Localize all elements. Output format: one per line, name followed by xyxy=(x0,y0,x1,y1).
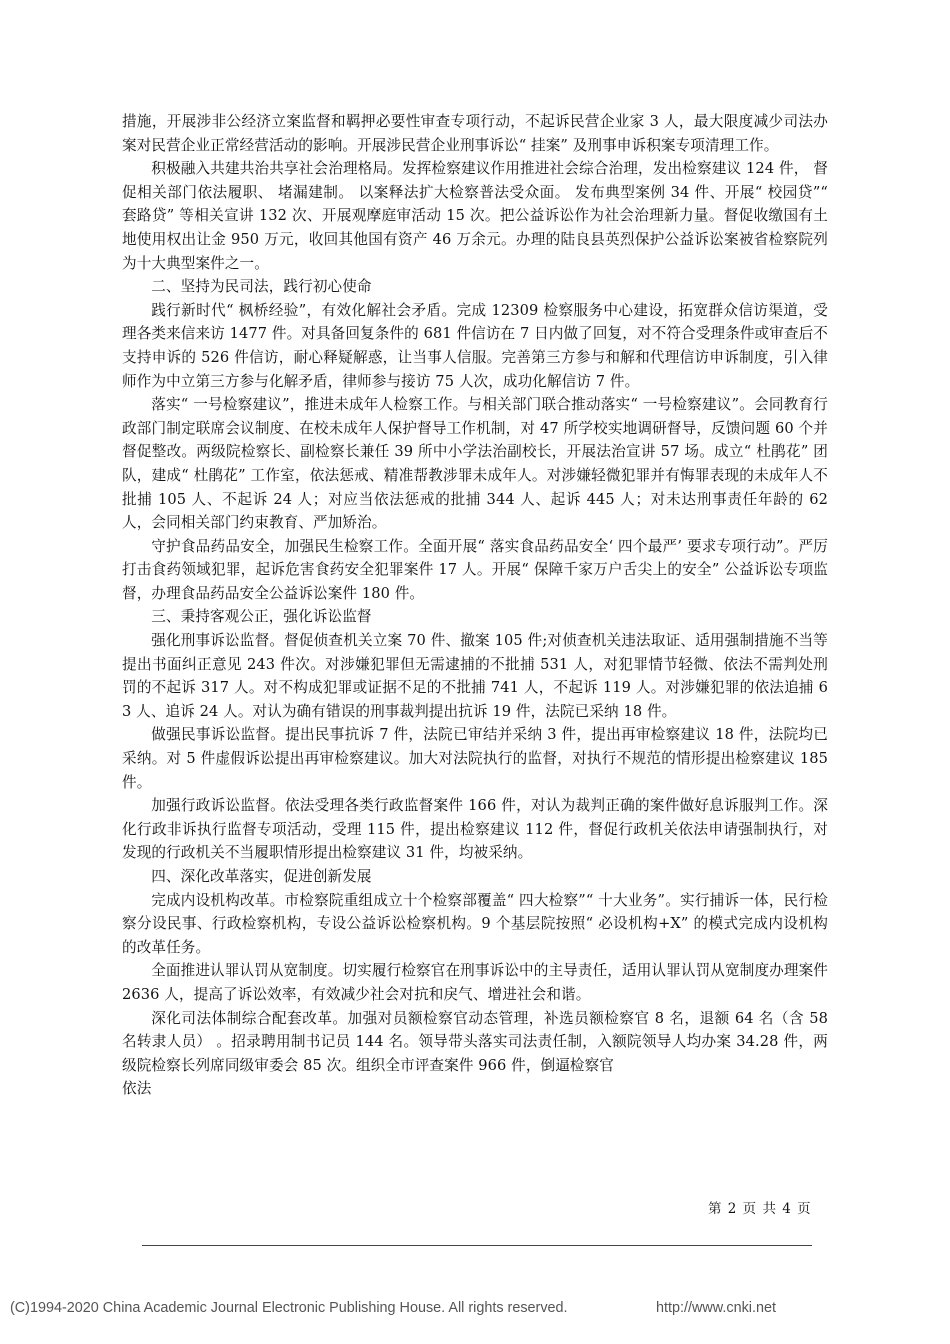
paragraph: 全面推进认罪认罚从宽制度。切实履行检察官在刑事诉讼中的主导责任，适用认罪认罚从宽制度办理案件 2636 人，提高了诉讼效率，有效减少社会对抗和戾气、增进社会和谐。 xyxy=(122,962,828,1003)
paragraph: 完成内设机构改革。市检察院重组成立十个检察部覆盖“ 四大检察”“ 十大业务”。实行捕诉一体，民行检察分设民事、行政检察机构，专设公益诉讼检察机构。9 个基层院按照“ 必设机构+X” 的模式完成内设机构的改革任务。 xyxy=(122,891,828,956)
paragraph: 依法 xyxy=(122,1080,152,1098)
paragraph: 深化司法体制综合配套改革。加强对员额检察官动态管理，补选员额检察官 8 名，退额 64 名（含 58 名转隶人员） 。招录聘用制书记员 144 名。领导带头落实司法责任制，入额院领导人均办案 34.28 件，两级院检察长列席同级审委会 85 次。组织全市评查案件 966 件，倒逼检察官 xyxy=(122,1009,828,1074)
section-heading: 三、秉持客观公正，强化诉讼监督 xyxy=(151,608,372,626)
copyright-text: (C)1994-2020 China Academic Journal Electronic Publishing House. All rights reserved. xyxy=(10,1300,568,1316)
publisher-url: http://www.cnki.net xyxy=(656,1300,776,1316)
paragraph: 践行新时代“ 枫桥经验”，有效化解社会矛盾。完成 12309 检察服务中心建设，拓宽群众信访渠道，受理各类来信来访 1477 件。对具备回复条件的 681 件信访在 7 日内做了回复，对不符合受理条件或审查后不支持申诉的 526 件信访，耐心释疑解惑，让当事人信服。完善第三方参与和解和代理信访申诉制度，引入律师作为中立第三方参与化解矛盾，律师参与接访 75 人次，成功化解信访 7 件。 xyxy=(122,301,828,390)
paragraph: 强化刑事诉讼监督。督促侦查机关立案 70 件、撤案 105 件;对侦查机关违法取证、适用强制措施不当等提出书面纠正意见 243 件次。对涉嫌犯罪但无需逮捕的不批捕 531 人，对犯罪情节轻微、依法不需判处刑罚的不起诉 317 人。对不构成犯罪或证据不足的不批捕 741 人，不起诉 119 人。对涉嫌犯罪的依法追捕 63 人、追诉 24 人。对认为确有错误的刑事裁判提出抗诉 19 件，法院已采纳 18 件。 xyxy=(122,632,828,720)
paragraph: 积极融入共建共治共享社会治理格局。发挥检察建议作用推进社会综合治理，发出检察建议 124 件， 督促相关部门依法履职、 堵漏建制。 以案释法扩大检察普法受众面。 发布典型案例 34 件、开展“ 校园贷”“ 套路贷” 等相关宣讲 132 次、开展观摩庭审活动 15 次。把公益诉讼作为社会治理新力量。督促收缴国有土地使用权出让金 950 万元，收回其他国有资产 46 万余元。办理的陆良县英烈保护公益诉讼案被省检察院列为十大典型案件之一。 xyxy=(122,160,828,272)
document-body xyxy=(122,110,828,1101)
section-heading: 四、深化改革落实，促进创新发展 xyxy=(151,868,372,885)
paragraph: 做强民事诉讼监督。提出民事抗诉 7 件，法院已审结并采纳 3 件，提出再审检察建议 18 件，法院均已采纳。对 5 件虚假诉讼提出再审检察建议。加大对法院执行的监督，对执行不规范的情形提出检察建议 185 件。 xyxy=(122,726,828,791)
paragraph: 加强行政诉讼监督。依法受理各类行政监督案件 166 件，对认为裁判正确的案件做好息诉服判工作。深化行政非诉执行监督专项活动，受理 115 件，提出检察建议 112 件，督促行政机关依法申请强制执行，对发现的行政机关不当履职情形提出检察建议 31 件，均被采纳。 xyxy=(122,797,828,862)
footer-divider xyxy=(142,1245,812,1246)
paragraph: 守护食品药品安全，加强民生检察工作。全面开展“ 落实食品药品安全‘ 四个最严’ 要求专项行动”。严厉打击食药领域犯罪，起诉危害食药安全犯罪案件 17 人。开展“ 保障千家万户舌尖上的安全” 公益诉讼专项监督，办理食品药品安全公益诉讼案件 180 件。 xyxy=(122,537,828,602)
paragraph: 落实“ 一号检察建议”，推进未成年人检察工作。与相关部门联合推动落实“ 一号检察建议”。会同教育行政部门制定联席会议制度、在校未成年人保护督导工作机制，对 47 所学校实地调研督导，反馈问题 60 个并督促整改。两级院检察长、副检察长兼任 39 所中小学法治副校长，开展法治宣讲 57 场。成立“ 杜鹃花” 团队，建成“ 杜鹃花” 工作室，依法惩戒、精准帮教涉罪未成年人。对涉嫌轻微犯罪并有悔罪表现的未成年人不批捕 105 人、不起诉 24 人；对应当依法惩戒的批捕 344 人、起诉 445 人；对未达刑事责任年龄的 62 人，会同相关部门约束教育、严加矫治。 xyxy=(122,396,828,532)
page-number: 第 2 页 共 4 页 xyxy=(708,1201,812,1217)
paragraph: 措施，开展涉非公经济立案监督和羁押必要性审查专项行动，不起诉民营企业家 3 人，最大限度减少司法办案对民营企业正常经营活动的影响。开展涉民营企业刑事诉讼“ 挂案” 及刑事申诉积案专项清理工作。 xyxy=(122,113,828,154)
section-heading: 二、坚持为民司法，践行初心使命 xyxy=(151,278,372,296)
copyright-notice xyxy=(10,1300,940,1316)
